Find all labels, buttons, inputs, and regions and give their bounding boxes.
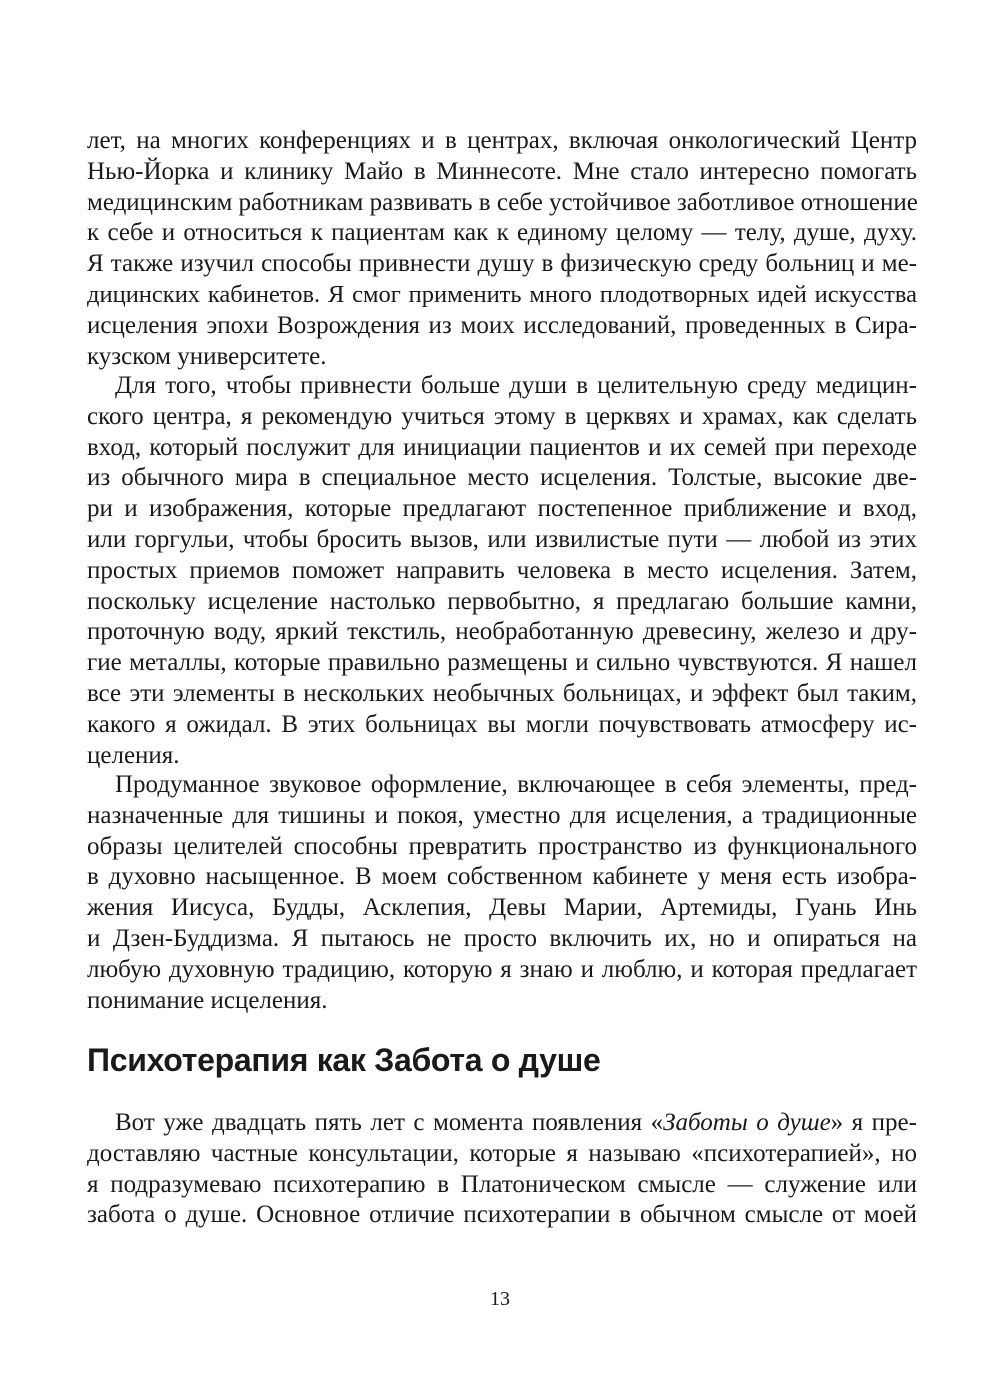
text-line: забота о душе. Основное отличие психотерапии в обычном смысле от моей [87,1201,917,1229]
page-number: 13 [490,1288,510,1310]
text-line: поскольку исцеление настолько первобытно, я предлагаю большие камни, [87,587,917,615]
text-segment: Вот уже двадцать пять лет с момента появления « [115,1109,664,1136]
text-line: медицинским работникам развивать в себе устойчивое заботливое отношение [87,188,918,216]
text-line: проточную воду, яркий текстиль, необработанную древесину, железо и дру- [87,618,917,646]
section-heading: Психотерапия как Забота о душе [87,1042,601,1078]
text-line: все эти элементы в нескольких необычных больницах, и эффект был таким, [87,679,917,707]
text-line: Для того, чтобы привнести больше души в целительную среду медицин- [115,372,917,399]
text-line: ского центра, я рекомендую учиться этому в церквях и храмах, как сделать [87,402,917,430]
paragraph [87,371,917,771]
text-line: образы целителей способны превратить пространство из функционального [87,832,917,860]
text-line: или горгульи, чтобы бросить вызов, или извилистые пути — любой из этих [87,525,917,553]
text-line: ри и изображения, которые предлагают постепенное приближение и вход, [87,495,917,523]
text-line: гие металлы, которые правильно размещены и сильно чувствуются. Я нашел [87,649,917,677]
text-line: целения. [87,741,180,769]
text-line: назначенные для тишины и покоя, уместно для исцеления, а традиционные [87,801,917,829]
text-line: вход, который послужит для инициации пациентов и их семей при переходе [87,433,917,461]
paragraph [87,1108,917,1231]
text-line: кузском университете. [87,342,327,370]
text-line: жения Иисуса, Будды, Асклепия, Девы Марии, Артемиды, Гуань Инь [87,894,917,922]
text-line: в духовно насыщенное. В моем собственном кабинете у меня есть изобра- [87,863,917,891]
text-line: доставляю частные консультации, которые я называю «психотерапией», но [87,1139,917,1167]
text-line: Я также изучил способы привнести душу в физическую среду больниц и ме- [87,250,917,278]
text-line: я подразумеваю психотерапию в Платоническом смысле — служение или [87,1170,917,1198]
text-line: лет, на многих конференциях и в центрах, включая онкологический Центр [87,127,917,154]
text-line: и Дзен-Буддизма. Я пытаюсь не просто включить их, но и опираться на [87,924,917,952]
text-line: понимание исцеления. [87,986,328,1014]
text-line: какого я ожидал. В этих больницах вы могли почувствовать атмосферу ис- [87,710,917,738]
book-title-italic: Заботы о душе [663,1109,831,1136]
text-segment: » я пре- [830,1109,917,1136]
text-line: исцеления эпохи Возрождения из моих исследований, проведенных в Сира- [87,311,917,339]
text-line: из обычного мира в специальное место исцеления. Толстые, высокие две- [87,464,917,492]
text-line: Нью-Йорка и клинику Майо в Миннесоте. Мне стало интересно помогать [87,157,917,185]
text-line [87,1108,917,1139]
text-line: Продуманное звуковое оформление, включающее в себя элементы, пред- [115,771,917,798]
text-line: любую духовную традицию, которую я знаю и люблю, и которая предлагает [87,955,917,983]
text-line: простых приемов поможет направить человека в место исцеления. Затем, [87,556,917,584]
paragraph [87,770,917,1016]
text-line: дицинских кабинетов. Я смог применить много плодотворных идей искусства [87,280,917,308]
text-line: к себе и относиться к пациентам как к единому целому — телу, душе, духу. [87,219,917,247]
paragraph [87,126,917,372]
